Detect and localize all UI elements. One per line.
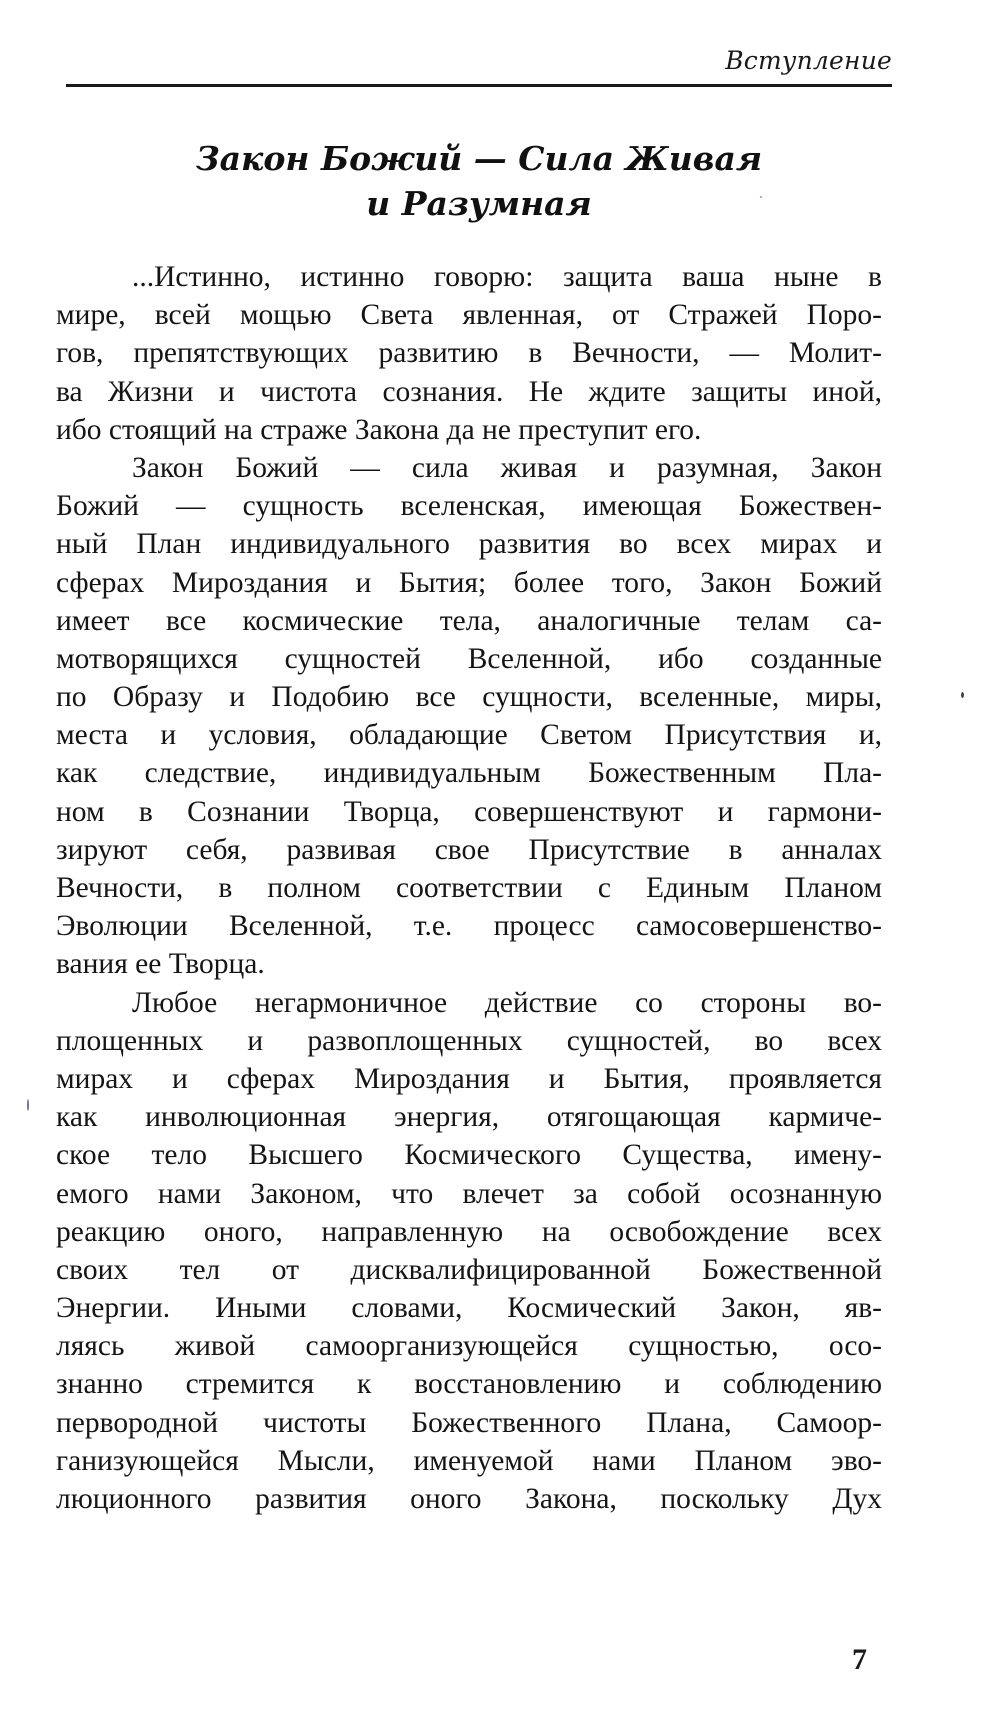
chapter-title-line-2: и Разумная xyxy=(366,184,592,223)
text-line: площенных и развоплощенных сущностей, во всех xyxy=(56,1024,882,1057)
body-text xyxy=(56,258,882,1518)
text-line: первородной чистоты Божественного Плана, Самоор- xyxy=(56,1406,882,1439)
text-line: вания ее Творца. xyxy=(56,948,265,981)
print-speck xyxy=(27,1099,29,1111)
page-number: 7 xyxy=(852,1643,867,1676)
text-line: ибо стоящий на страже Закона да не преступит его. xyxy=(56,413,702,446)
text-line: ва Жизни и чистота сознания. Не ждите защиты иной, xyxy=(56,375,882,408)
text-line: ское тело Высшего Космического Существа, имену- xyxy=(56,1139,882,1172)
text-line: Закон Божий — сила живая и разумная, Закон xyxy=(132,451,882,484)
text-line: знанно стремится к восстановлению и соблюдению xyxy=(56,1368,882,1401)
chapter-title-line-1: Закон Божий — Сила Живая xyxy=(195,139,763,178)
text-line: как инволюционная энергия, отягощающая кармиче- xyxy=(56,1101,882,1134)
text-line: Энергии. Иными словами, Космический Закон, яв- xyxy=(56,1292,882,1325)
text-line: места и условия, обладающие Светом Присутствия и, xyxy=(56,719,882,752)
print-speck xyxy=(760,196,762,198)
chapter-title xyxy=(66,136,892,226)
text-line: реакцию оного, направленную на освобождение всех xyxy=(56,1215,882,1248)
text-line: ляясь живой самоорганизующейся сущностью, осо- xyxy=(56,1330,882,1363)
text-line: ганизующейся Мысли, именуемой нами Планом эво- xyxy=(56,1444,882,1477)
text-line: мотворящихся сущностей Вселенной, ибо созданные xyxy=(56,642,882,675)
text-line: мирах и сферах Мироздания и Бытия, проявляется xyxy=(56,1062,882,1095)
text-line: люционного развития оного Закона, поскольку Дух xyxy=(56,1483,882,1515)
text-line: ном в Сознании Творца, совершенствуют и гармони- xyxy=(56,795,882,828)
text-line: зируют себя, развивая свое Присутствие в анналах xyxy=(56,833,882,866)
text-line: Божий — сущность вселенская, имеющая Божествен- xyxy=(56,490,882,523)
text-line: Любое негармоничное действие со стороны во- xyxy=(132,986,882,1019)
text-line: мире, всей мощью Света явленная, от Стражей Поро- xyxy=(56,299,882,332)
running-head: Вступление xyxy=(725,46,892,75)
text-line: как следствие, индивидуальным Божественным Пла- xyxy=(56,757,882,790)
text-line: по Образу и Подобию все сущности, вселенные, миры, xyxy=(56,681,882,714)
text-line: Вечности, в полном соответствии с Единым Планом xyxy=(56,872,882,904)
text-line: своих тел от дисквалифицированной Божественной xyxy=(56,1253,882,1286)
header-rule xyxy=(66,84,892,87)
print-speck xyxy=(961,692,964,698)
text-line: емого нами Законом, что влечет за собой осознанную xyxy=(56,1177,882,1210)
text-line: ный План индивидуального развития во всех мирах и xyxy=(56,528,882,561)
text-line: Эволюции Вселенной, т.е. процесс самосовершенство- xyxy=(56,910,882,943)
text-line: имеет все космические тела, аналогичные телам са- xyxy=(56,604,882,637)
text-line: гов, препятствующих развитию в Вечности, — Молит- xyxy=(56,337,882,370)
text-line: ...Истинно, истинно говорю: защита ваша ныне в xyxy=(132,261,882,293)
text-line: сферах Мироздания и Бытия; более того, Закон Божий xyxy=(56,566,882,599)
